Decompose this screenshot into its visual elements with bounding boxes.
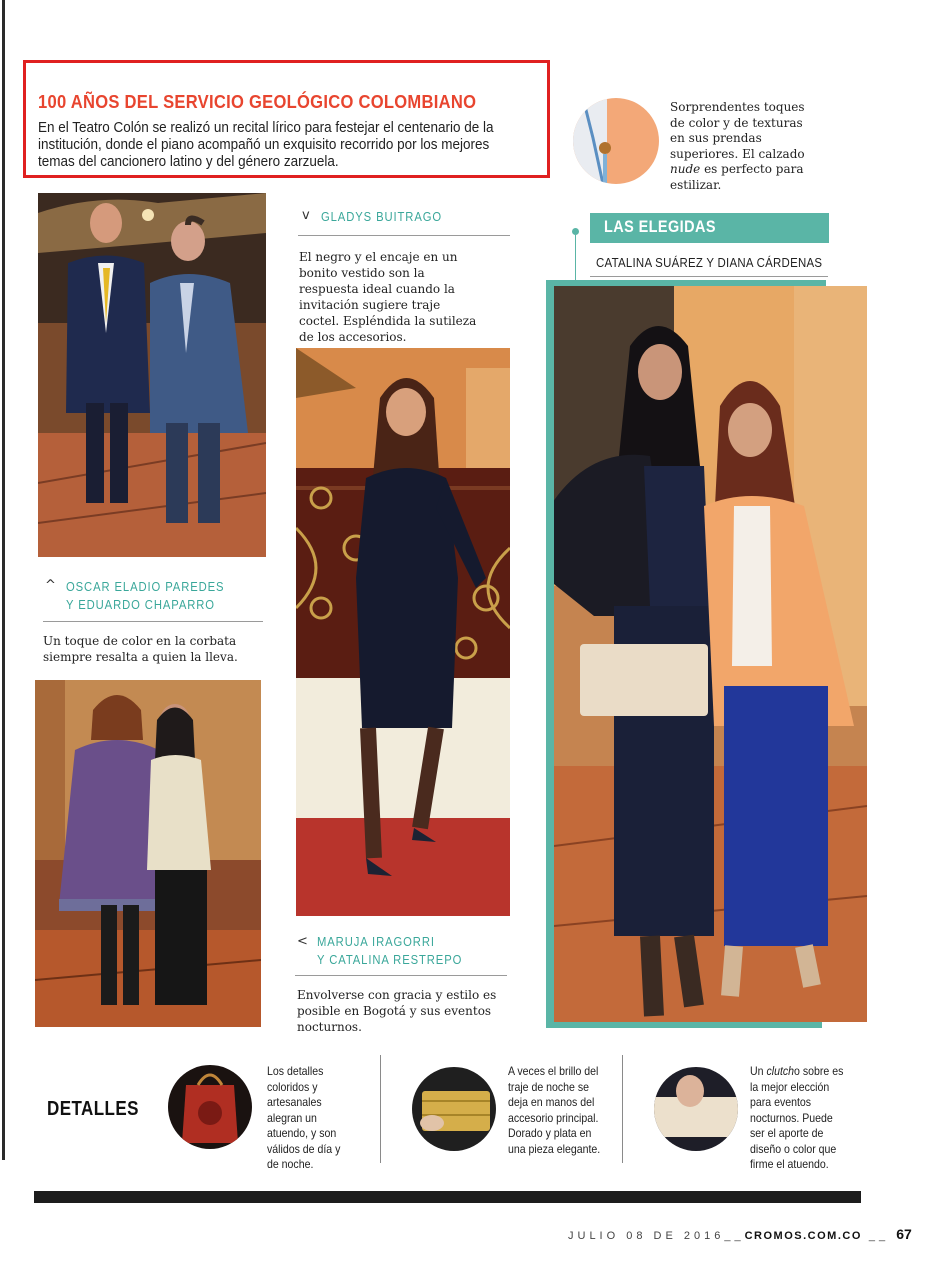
oscar-caption-name-line1: OSCAR ELADIO PAREDES (66, 580, 225, 594)
detail-text-1: Los detalles coloridos y artesanales alegran un atuendo, y son válidos de día y de noche. (267, 1064, 341, 1171)
detalles-label: DETALLES (47, 1098, 139, 1120)
gladys-caption-arrow: v (302, 208, 310, 223)
oscar-caption-name-line2: Y EDUARDO CHAPARRO (66, 598, 215, 612)
gladys-caption-name: GLADYS BUITRAGO (321, 210, 443, 224)
detail-text-3-italic: clutch (766, 1064, 795, 1078)
detail-bag-red-photo (168, 1065, 252, 1149)
oscar-caption-rule (43, 621, 263, 622)
photo-catalina-diana (554, 286, 867, 1022)
necklace-detail-photo (573, 98, 659, 184)
footer-date: JULIO 08 DE 2016 (568, 1230, 725, 1242)
top-right-caption-before: Sorprendentes toques de color y de texturas en sus prendas superiores. El calzado (670, 100, 805, 161)
elegidas-frame-bottom (546, 1022, 822, 1028)
photo-oscar-eduardo (38, 193, 266, 557)
elegidas-names: CATALINA SUÁREZ Y DIANA CÁRDENAS (596, 255, 823, 270)
top-right-caption (670, 100, 812, 193)
gladys-caption-text: El negro y el encaje en un bonito vestido son la respuesta ideal cuando la invitación sugiere traje coctel. Espléndida la sutileza de los accesorios. (299, 250, 477, 344)
footer-separator-2: __ (861, 1230, 897, 1242)
headline-title: 100 AÑOS DEL SERVICIO GEOLÓGICO COLOMBIANO (38, 92, 477, 112)
page-spine (2, 0, 5, 1160)
photo-maruja-catalina (35, 680, 261, 1027)
headline-body: En el Teatro Colón se realizó un recital lírico para festejar el centenario de la institución, donde el piano acompañó un exquisito recorrido por los mejores temas del cancionero latino y del género zarzuela. (38, 120, 494, 170)
detail-text-3 (750, 1064, 845, 1173)
bottom-bar (34, 1191, 861, 1203)
photo-gladys-buitrago (296, 348, 510, 916)
detail-clutch-nude-photo (654, 1067, 738, 1151)
maruja-caption-name-line2: Y CATALINA RESTREPO (317, 953, 463, 967)
top-right-caption-italic: nude (670, 162, 701, 176)
footer-separator-1: __ (724, 1230, 745, 1242)
maruja-caption-text: Envolverse con gracia y estilo es posible en Bogotá y sus eventos nocturnos. (297, 988, 497, 1034)
page-footer (568, 1226, 912, 1242)
elegidas-rule (590, 276, 828, 277)
detail-text-2: A veces el brillo del traje de noche se deja en manos del accesorio principal. Dorado y plata en una pieza elegante. (508, 1064, 601, 1156)
elegidas-dot (572, 228, 579, 235)
detail-text-3-before: Un (750, 1064, 767, 1078)
footer-site: CROMOS.COM.CO (744, 1230, 862, 1242)
maruja-caption-arrow: < (297, 934, 308, 949)
gladys-caption-rule (298, 235, 510, 236)
elegidas-frame-left (546, 280, 554, 1028)
top-right-caption-after: es perfecto para estilizar. (670, 162, 804, 192)
maruja-caption-rule (295, 975, 507, 976)
detail-divider-2 (622, 1055, 623, 1163)
elegidas-label: LAS ELEGIDAS (604, 217, 716, 236)
oscar-caption-text: Un toque de color en la corbata siempre resalta a quien la lleva. (43, 634, 238, 664)
detail-divider-1 (380, 1055, 381, 1163)
maruja-caption-name-line1: MARUJA IRAGORRI (317, 935, 435, 949)
detail-clutch-gold-photo (412, 1067, 496, 1151)
detail-text-3-after: o sobre es la mejor elección para eventos nocturnos. Puede ser el aporte de diseño o color que firme el atuendo. (750, 1064, 844, 1171)
oscar-caption-arrow: ^ (45, 578, 56, 593)
footer-page-number: 67 (896, 1226, 912, 1242)
